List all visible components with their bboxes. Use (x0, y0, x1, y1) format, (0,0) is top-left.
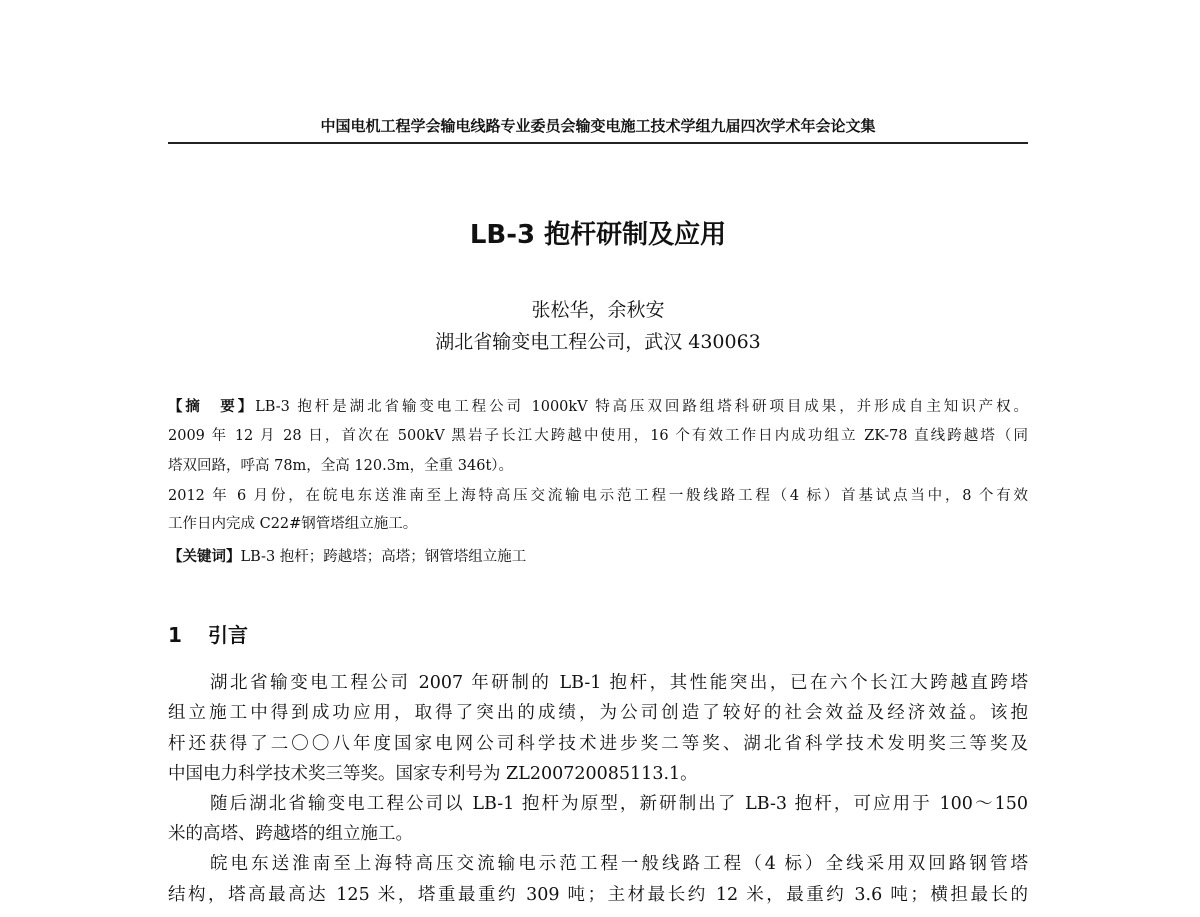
body-line: 组立施工中得到成功应用，取得了突出的成绩，为公司创造了较好的社会效益及经济效益。该抱 (168, 703, 1028, 723)
section-heading (168, 625, 1028, 645)
abstract-line: 2009 年 12 月 28 日，首次在 500kV 黑岩子长江大跨越中使用，16 个有效工作日内成功组立 ZK-78 直线跨越塔（同 (168, 428, 1028, 444)
body-line: 结构，塔高最高达 125 米，塔重最重约 309 吨；主材最长约 12 米，最重约 3.6 吨；横担最长的 (168, 885, 1028, 905)
header-rule (168, 142, 1028, 144)
body-line: 中国电力科学技术奖三等奖。国家专利号为 ZL200720085113.1。 (168, 764, 698, 784)
abstract-label: 【摘 要】 (168, 399, 256, 415)
keywords-label: 【关键词】 (168, 549, 241, 565)
running-header: 中国电机工程学会输电线路专业委员会输变电施工技术学组九届四次学术年会论文集 (320, 117, 876, 135)
abstract-line: 2012 年 6 月份，在皖电东送淮南至上海特高压交流输电示范工程一般线路工程（4 标）首基试点当中，8 个有效 (168, 488, 1028, 504)
body-line: 皖电东送淮南至上海特高压交流输电示范工程一般线路工程（4 标）全线采用双回路钢管塔 (210, 854, 1028, 874)
abstract-line (168, 400, 1028, 415)
keywords-line (168, 550, 1028, 565)
body-line: 随后湖北省输变电工程公司以 LB-1 抱杆为原型，新研制出了 LB-3 抱杆，可应用于 100～150 (210, 794, 1028, 814)
affiliation: 湖北省输变电工程公司，武汉 430063 (435, 331, 761, 353)
abstract-line: 塔双回路，呼高 78m，全高 120.3m，全重 346t）。 (168, 458, 514, 474)
section-title: 引言 (208, 623, 248, 647)
body-line: 湖北省输变电工程公司 2007 年研制的 LB-1 抱杆，其性能突出，已在六个长江大跨越直跨塔 (210, 673, 1028, 693)
abstract-line: 工作日内完成 C22#钢管塔组立施工。 (168, 516, 418, 532)
body-line: 米的高塔、跨越塔的组立施工。 (168, 824, 413, 844)
keywords-text: LB-3 抱杆；跨越塔；高塔；钢管塔组立施工 (240, 549, 527, 565)
section-number: 1 (168, 623, 182, 647)
paper-title: LB-3 抱杆研制及应用 (469, 220, 727, 250)
abstract-text: LB-3 抱杆是湖北省输变电工程公司 1000kV 特高压双回路组塔科研项目成果，并形成自主知识产权。 (255, 399, 1028, 415)
authors: 张松华，余秋安 (531, 299, 665, 321)
body-line: 杆还获得了二〇〇八年度国家电网公司科学技术进步奖二等奖、湖北省科学技术发明奖三等奖及 (168, 734, 1028, 754)
